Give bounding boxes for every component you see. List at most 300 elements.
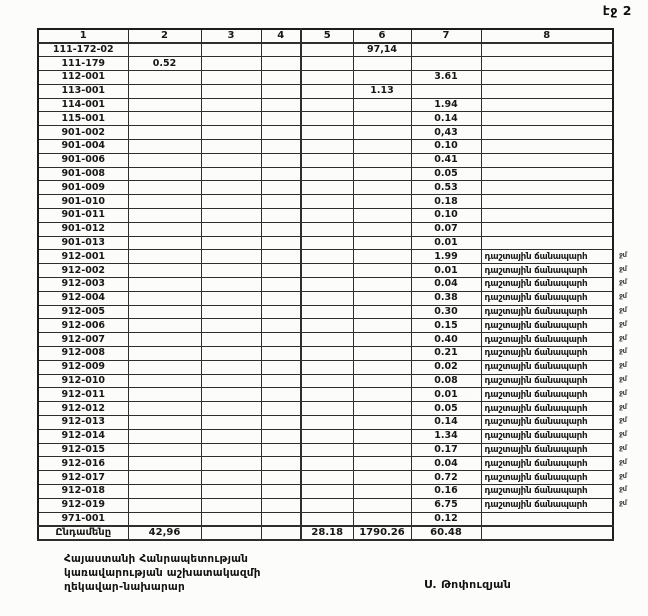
cell-col4 — [261, 112, 301, 126]
cell-col1: 114-001 — [38, 98, 128, 112]
cell-col7: 0.41 — [411, 153, 481, 167]
cell-col3 — [201, 498, 261, 512]
cell-col1: 912-001 — [38, 250, 128, 264]
cell-col1: 912-009 — [38, 360, 128, 374]
cell-col8 — [481, 126, 613, 140]
cell-col7 — [411, 57, 481, 71]
cell-col8: դաշտային ճանապարհ — [481, 333, 613, 347]
margin-fragment: ջմ — [619, 264, 627, 273]
cell-col6 — [353, 319, 411, 333]
column-header-8: 8 — [481, 29, 613, 43]
margin-fragment: ջմ — [619, 388, 627, 397]
cell-col5 — [301, 429, 353, 443]
margin-fragment: ջմ — [619, 292, 627, 301]
cell-col4 — [261, 402, 301, 416]
cell-col1: 971-001 — [38, 512, 128, 526]
cell-col4 — [261, 429, 301, 443]
cell-col5 — [301, 374, 353, 388]
signatory-title-line-2: կառավարության աշխատակազմի — [64, 567, 261, 579]
cell-col6 — [353, 98, 411, 112]
cell-col2 — [128, 43, 201, 57]
cell-col8: դաշտային ճանապարհ — [481, 319, 613, 333]
cell-col7: 3.61 — [411, 71, 481, 85]
table-row — [38, 319, 613, 333]
cell-col6 — [353, 347, 411, 361]
cell-col4 — [261, 457, 301, 471]
signatory-title-line-1: Հայաստանի Հանրապետության — [64, 553, 249, 565]
cell-col5 — [301, 388, 353, 402]
margin-fragment: ջմ — [619, 457, 627, 466]
cell-col2: 0.52 — [128, 57, 201, 71]
cell-col5 — [301, 57, 353, 71]
cell-col2 — [128, 84, 201, 98]
total-cell-col6: 1790.26 — [353, 526, 411, 540]
cell-col8: դաշտային ճանապարհ — [481, 388, 613, 402]
cell-col5 — [301, 471, 353, 485]
cell-col8: դաշտային ճանապարհ — [481, 278, 613, 292]
cell-col1: 912-015 — [38, 443, 128, 457]
cell-col5 — [301, 84, 353, 98]
cell-col4 — [261, 291, 301, 305]
cell-col7: 0.30 — [411, 305, 481, 319]
cell-col2 — [128, 319, 201, 333]
cell-col4 — [261, 374, 301, 388]
cell-col6 — [353, 112, 411, 126]
cell-col2 — [128, 222, 201, 236]
cell-col5 — [301, 347, 353, 361]
cell-col5 — [301, 264, 353, 278]
margin-fragment: ջմ — [619, 278, 627, 287]
cell-col4 — [261, 471, 301, 485]
cell-col8 — [481, 512, 613, 526]
cell-col2 — [128, 416, 201, 430]
table-row — [38, 126, 613, 140]
cell-col5 — [301, 319, 353, 333]
table-row — [38, 71, 613, 85]
margin-fragment: ջմ — [619, 347, 627, 356]
cell-col6 — [353, 291, 411, 305]
cell-col1: 912-017 — [38, 471, 128, 485]
margin-fragment: ջմ — [619, 375, 627, 383]
cell-col4 — [261, 485, 301, 499]
cell-col7: 0.05 — [411, 402, 481, 416]
margin-fragment: ջմ — [619, 416, 627, 425]
column-header-2: 2 — [128, 29, 201, 43]
cell-col6 — [353, 305, 411, 319]
cell-col5 — [301, 112, 353, 126]
cell-col8 — [481, 167, 613, 181]
cell-col5 — [301, 98, 353, 112]
cell-col1: 912-014 — [38, 429, 128, 443]
cell-col8 — [481, 140, 613, 154]
cell-col2 — [128, 126, 201, 140]
cell-col3 — [201, 98, 261, 112]
table-row — [38, 457, 613, 471]
cell-col1: 901-004 — [38, 140, 128, 154]
cell-col2 — [128, 291, 201, 305]
table-row — [38, 57, 613, 71]
cell-col7 — [411, 43, 481, 57]
cell-col8: դաշտային ճանապարհ — [481, 443, 613, 457]
cell-col2 — [128, 429, 201, 443]
cell-col7: 0.15 — [411, 319, 481, 333]
cell-col6 — [353, 264, 411, 278]
cell-col5 — [301, 140, 353, 154]
cell-col7: 0.17 — [411, 443, 481, 457]
cell-col7: 1.94 — [411, 98, 481, 112]
table-row — [38, 181, 613, 195]
cell-col6 — [353, 250, 411, 264]
cell-col7: 0.08 — [411, 374, 481, 388]
cell-col2 — [128, 278, 201, 292]
cell-col4 — [261, 416, 301, 430]
signatory-name: Ս. Թոփուզյան — [424, 578, 512, 591]
cell-col1: 912-019 — [38, 498, 128, 512]
signatory-title-block — [64, 552, 261, 594]
cell-col8: դաշտային ճանապարհ — [481, 416, 613, 430]
cell-col3 — [201, 416, 261, 430]
cell-col1: 901-013 — [38, 236, 128, 250]
cell-col1: 912-013 — [38, 416, 128, 430]
cell-col1: 111-179 — [38, 57, 128, 71]
table-row — [38, 333, 613, 347]
margin-fragment: ջմ — [619, 444, 627, 452]
cell-col2 — [128, 333, 201, 347]
cell-col4 — [261, 43, 301, 57]
cell-col6 — [353, 457, 411, 471]
cell-col6: 97,14 — [353, 43, 411, 57]
cell-col8: դաշտային ճանապարհ — [481, 264, 613, 278]
cell-col6 — [353, 443, 411, 457]
cell-col1: 912-018 — [38, 485, 128, 499]
cell-col3 — [201, 84, 261, 98]
table-row — [38, 98, 613, 112]
cell-col5 — [301, 43, 353, 57]
cell-col4 — [261, 181, 301, 195]
cell-col7: 0.40 — [411, 333, 481, 347]
cell-col1: 912-011 — [38, 388, 128, 402]
cell-col8 — [481, 195, 613, 209]
cell-col1: 912-003 — [38, 278, 128, 292]
cell-col3 — [201, 43, 261, 57]
cell-col4 — [261, 57, 301, 71]
land-parcels-table — [37, 28, 614, 541]
margin-fragment: ջմ — [619, 430, 627, 439]
cell-col8: դաշտային ճանապարհ — [481, 402, 613, 416]
table-row — [38, 416, 613, 430]
column-header-5: 5 — [301, 29, 353, 43]
table-row — [38, 429, 613, 443]
total-cell-col8 — [481, 526, 613, 540]
cell-col8: դաշտային ճանապարհ — [481, 347, 613, 361]
cell-col6 — [353, 153, 411, 167]
table-row — [38, 209, 613, 223]
cell-col5 — [301, 457, 353, 471]
cell-col6 — [353, 57, 411, 71]
cell-col4 — [261, 498, 301, 512]
margin-fragment: ջմ — [619, 485, 627, 494]
margin-fragment: ջմ — [619, 402, 627, 411]
table-row — [38, 84, 613, 98]
cell-col1: 912-002 — [38, 264, 128, 278]
cell-col6 — [353, 374, 411, 388]
total-cell-col1: Ընդամենը — [38, 526, 128, 540]
table-row — [38, 264, 613, 278]
cell-col4 — [261, 319, 301, 333]
cell-col2 — [128, 347, 201, 361]
cell-col7: 0.21 — [411, 347, 481, 361]
cell-col8 — [481, 71, 613, 85]
cell-col1: 115-001 — [38, 112, 128, 126]
cell-col6 — [353, 222, 411, 236]
cell-col4 — [261, 71, 301, 85]
total-cell-col2: 42,96 — [128, 526, 201, 540]
cell-col6 — [353, 140, 411, 154]
cell-col1: 111-172-02 — [38, 43, 128, 57]
cell-col5 — [301, 250, 353, 264]
cell-col8: դաշտային ճանապարհ — [481, 457, 613, 471]
cell-col8: դաշտային ճանապարհ — [481, 485, 613, 499]
table-row — [38, 512, 613, 526]
column-header-4: 4 — [261, 29, 301, 43]
cell-col4 — [261, 84, 301, 98]
cell-col3 — [201, 195, 261, 209]
cell-col3 — [201, 167, 261, 181]
cell-col7: 0.02 — [411, 360, 481, 374]
cell-col7: 0.07 — [411, 222, 481, 236]
table-row — [38, 112, 613, 126]
cell-col4 — [261, 140, 301, 154]
cell-col5 — [301, 402, 353, 416]
table-row — [38, 305, 613, 319]
cell-col7: 0.72 — [411, 471, 481, 485]
cell-col1: 912-010 — [38, 374, 128, 388]
cell-col6 — [353, 181, 411, 195]
cell-col8: դաշտային ճանապարհ — [481, 360, 613, 374]
cell-col2 — [128, 71, 201, 85]
cell-col6 — [353, 126, 411, 140]
cell-col7: 0.10 — [411, 209, 481, 223]
cell-col1: 912-006 — [38, 319, 128, 333]
cell-col7: 0.14 — [411, 112, 481, 126]
cell-col2 — [128, 498, 201, 512]
cell-col1: 901-002 — [38, 126, 128, 140]
cell-col5 — [301, 181, 353, 195]
cell-col3 — [201, 471, 261, 485]
table-row — [38, 195, 613, 209]
cell-col1: 912-004 — [38, 291, 128, 305]
cell-col8: դաշտային ճանապարհ — [481, 498, 613, 512]
cell-col3 — [201, 512, 261, 526]
cell-col6 — [353, 402, 411, 416]
cell-col3 — [201, 57, 261, 71]
cell-col6 — [353, 388, 411, 402]
cell-col8: դաշտային ճանապարհ — [481, 471, 613, 485]
cell-col7: 0.04 — [411, 278, 481, 292]
cell-col3 — [201, 388, 261, 402]
cell-col3 — [201, 457, 261, 471]
cell-col1: 112-001 — [38, 71, 128, 85]
cell-col7: 6.75 — [411, 498, 481, 512]
cell-col6 — [353, 429, 411, 443]
cell-col7 — [411, 84, 481, 98]
cell-col5 — [301, 485, 353, 499]
cell-col7: 1.99 — [411, 250, 481, 264]
cell-col2 — [128, 360, 201, 374]
table-row — [38, 236, 613, 250]
cell-col5 — [301, 512, 353, 526]
table-row — [38, 278, 613, 292]
cell-col3 — [201, 236, 261, 250]
cell-col7: 0.04 — [411, 457, 481, 471]
cell-col3 — [201, 443, 261, 457]
cell-col7: 0.12 — [411, 512, 481, 526]
cell-col1: 113-001 — [38, 84, 128, 98]
cell-col7: 1.34 — [411, 429, 481, 443]
cell-col2 — [128, 512, 201, 526]
cell-col6 — [353, 498, 411, 512]
cell-col3 — [201, 153, 261, 167]
cell-col5 — [301, 360, 353, 374]
cell-col1: 901-010 — [38, 195, 128, 209]
cell-col4 — [261, 388, 301, 402]
cell-col8: դաշտային ճանապարհ — [481, 429, 613, 443]
total-row — [38, 526, 613, 540]
header-row — [38, 29, 613, 43]
cell-col6 — [353, 195, 411, 209]
cell-col4 — [261, 222, 301, 236]
cell-col5 — [301, 498, 353, 512]
cell-col5 — [301, 333, 353, 347]
cell-col1: 901-006 — [38, 153, 128, 167]
cell-col1: 912-007 — [38, 333, 128, 347]
signatory-title-line-3: ղեկավար-նախարար — [64, 581, 185, 593]
cell-col5 — [301, 222, 353, 236]
cell-col3 — [201, 360, 261, 374]
cell-col4 — [261, 443, 301, 457]
cell-col8 — [481, 236, 613, 250]
margin-fragment: ջմ — [619, 471, 627, 480]
cell-col2 — [128, 250, 201, 264]
table-row — [38, 498, 613, 512]
cell-col3 — [201, 126, 261, 140]
page-number-label: էջ 2 — [602, 3, 632, 18]
cell-col2 — [128, 305, 201, 319]
margin-fragment: ջմ — [619, 333, 627, 342]
table-row — [38, 443, 613, 457]
cell-col7: 0.16 — [411, 485, 481, 499]
cell-col7: 0.01 — [411, 264, 481, 278]
cell-col3 — [201, 264, 261, 278]
cell-col6 — [353, 71, 411, 85]
cell-col5 — [301, 195, 353, 209]
cell-col8: դաշտային ճանապարհ — [481, 374, 613, 388]
cell-col3 — [201, 250, 261, 264]
cell-col3 — [201, 347, 261, 361]
cell-col8 — [481, 181, 613, 195]
cell-col3 — [201, 222, 261, 236]
cell-col4 — [261, 305, 301, 319]
cell-col4 — [261, 360, 301, 374]
cell-col6: 1.13 — [353, 84, 411, 98]
cell-col4 — [261, 167, 301, 181]
cell-col5 — [301, 153, 353, 167]
cell-col3 — [201, 291, 261, 305]
cell-col3 — [201, 181, 261, 195]
margin-fragment: ջմ — [619, 319, 627, 328]
table-row — [38, 388, 613, 402]
total-cell-col7: 60.48 — [411, 526, 481, 540]
table-row — [38, 360, 613, 374]
cell-col5 — [301, 71, 353, 85]
cell-col2 — [128, 388, 201, 402]
cell-col2 — [128, 167, 201, 181]
cell-col8: դաշտային ճանապարհ — [481, 305, 613, 319]
cell-col7: 0.05 — [411, 167, 481, 181]
table-row — [38, 222, 613, 236]
cell-col8 — [481, 209, 613, 223]
cell-col3 — [201, 374, 261, 388]
cell-col3 — [201, 319, 261, 333]
table-row — [38, 485, 613, 499]
cell-col3 — [201, 429, 261, 443]
total-cell-col5: 28.18 — [301, 526, 353, 540]
cell-col2 — [128, 195, 201, 209]
cell-col8 — [481, 57, 613, 71]
cell-col5 — [301, 443, 353, 457]
cell-col4 — [261, 126, 301, 140]
cell-col7: 0.01 — [411, 388, 481, 402]
cell-col5 — [301, 416, 353, 430]
column-header-1: 1 — [38, 29, 128, 43]
table-row — [38, 402, 613, 416]
cell-col8 — [481, 43, 613, 57]
cell-col5 — [301, 278, 353, 292]
table-row — [38, 250, 613, 264]
cell-col2 — [128, 457, 201, 471]
cell-col4 — [261, 250, 301, 264]
table-row — [38, 140, 613, 154]
cell-col6 — [353, 471, 411, 485]
cell-col2 — [128, 140, 201, 154]
column-header-3: 3 — [201, 29, 261, 43]
margin-fragment: ջմ — [619, 499, 627, 508]
cell-col7: 0.14 — [411, 416, 481, 430]
total-cell-col3 — [201, 526, 261, 540]
cell-col3 — [201, 333, 261, 347]
cell-col2 — [128, 209, 201, 223]
cell-col7: 0.10 — [411, 140, 481, 154]
cell-col6 — [353, 236, 411, 250]
cell-col8: դաշտային ճանապարհ — [481, 291, 613, 305]
cell-col1: 901-009 — [38, 181, 128, 195]
table-row — [38, 167, 613, 181]
cell-col3 — [201, 485, 261, 499]
cell-col8 — [481, 153, 613, 167]
cell-col2 — [128, 153, 201, 167]
cell-col4 — [261, 278, 301, 292]
cell-col1: 912-008 — [38, 347, 128, 361]
cell-col8 — [481, 84, 613, 98]
cell-col4 — [261, 347, 301, 361]
cell-col7: 0.01 — [411, 236, 481, 250]
cell-col7: 0.53 — [411, 181, 481, 195]
margin-fragment: ջմ — [619, 361, 627, 370]
table-row — [38, 43, 613, 57]
cell-col5 — [301, 236, 353, 250]
cell-col7: 0.38 — [411, 291, 481, 305]
cell-col6 — [353, 209, 411, 223]
